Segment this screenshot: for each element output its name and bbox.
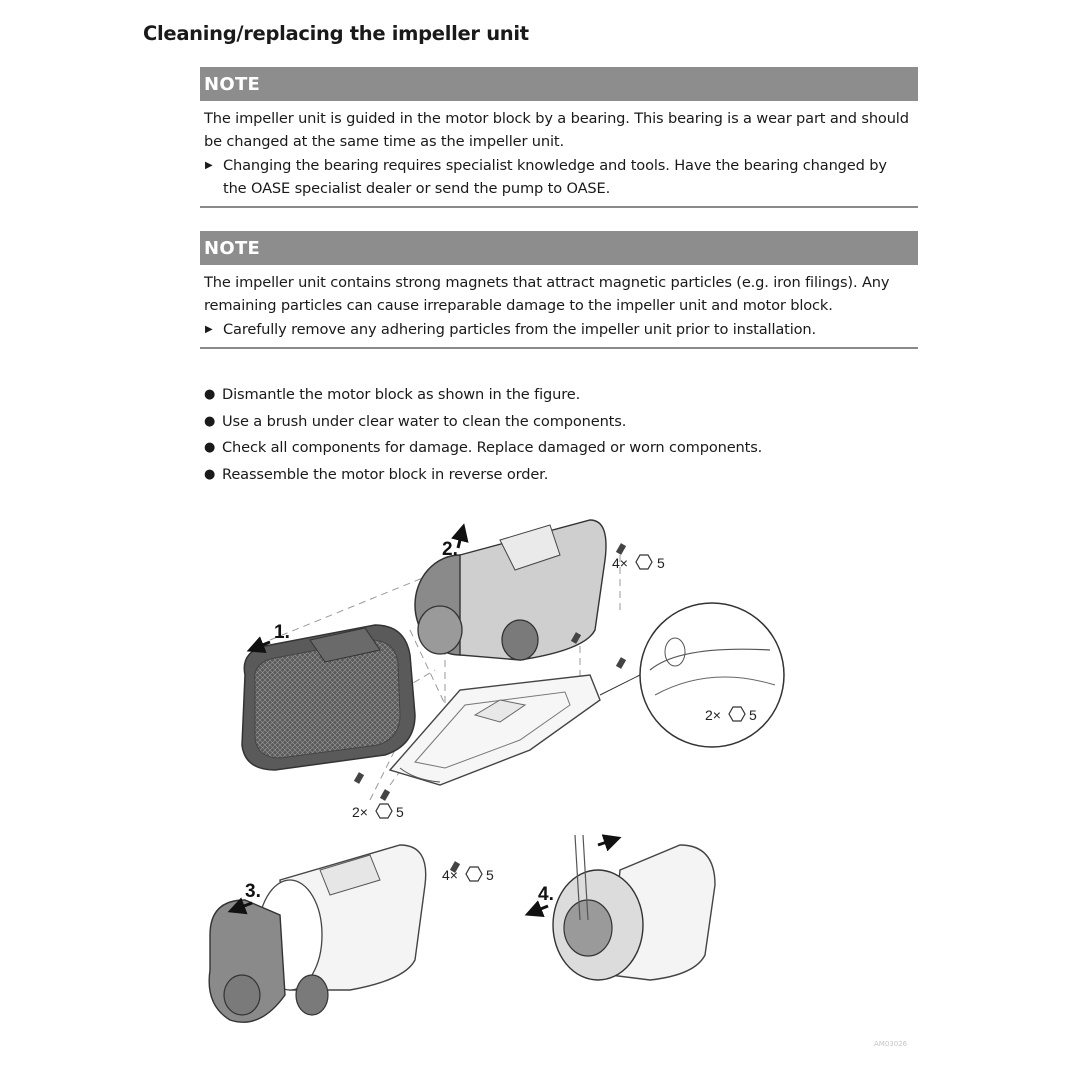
triangle-right-icon: ▶	[205, 324, 213, 335]
screw-count: 2×	[352, 804, 368, 820]
hex-key-icon	[376, 804, 392, 818]
note-action	[204, 154, 914, 200]
screw-size: 5	[396, 804, 404, 820]
screw-size: 5	[486, 867, 494, 883]
note-box-magnets	[200, 231, 918, 349]
step-label-3: 3.	[245, 881, 261, 902]
hex-key-icon	[636, 555, 652, 569]
bullet-icon: ●	[204, 387, 216, 402]
step4-assembly	[553, 835, 715, 980]
bullet-icon: ●	[204, 467, 216, 483]
note-box-bearing	[200, 67, 918, 208]
screw-size: 5	[657, 555, 665, 571]
instruction-list	[204, 382, 762, 489]
note-action	[204, 318, 914, 341]
filter-cage	[242, 625, 415, 770]
pump-base	[390, 675, 600, 785]
note-text: The impeller unit contains strong magnets that attract magnetic particles (e.g. iron filings). Any remaining particles can cause irreparable damage to the impeller unit and motor block.	[204, 274, 890, 314]
note-header: NOTE	[200, 231, 918, 265]
note-text: The impeller unit is guided in the motor block by a bearing. This bearing is a wear part and should be changed at the same time as the impeller unit.	[204, 110, 909, 150]
step-label-2: 2.	[442, 539, 458, 560]
bullet-icon: ●	[204, 413, 216, 429]
list-item: ● Reassemble the motor block in reverse order.	[204, 462, 762, 489]
detail-magnifier	[600, 603, 784, 747]
note-header: NOTE	[200, 67, 918, 101]
list-item: ● Dismantle the motor block as shown in the figure.	[204, 382, 762, 409]
screw-count: 2×	[705, 707, 721, 723]
screw-count: 4×	[442, 867, 458, 883]
step3-assembly	[209, 845, 426, 1022]
screw-count: 4×	[612, 555, 628, 571]
step-label-4: 4.	[538, 884, 554, 905]
screw-size: 5	[749, 707, 757, 723]
note-action-text: Carefully remove any adhering particles from the impeller unit prior to installation.	[223, 321, 816, 338]
note-action-text: Changing the bearing requires specialist knowledge and tools. Have the bearing changed by the OASE specialist dealer or send the pump to OASE.	[223, 157, 887, 197]
hex-key-icon	[466, 867, 482, 881]
triangle-right-icon: ▶	[205, 160, 213, 171]
section-title: Cleaning/replacing the impeller unit	[143, 22, 529, 45]
figure-reference: AM03026	[874, 1040, 908, 1048]
list-item: ● Check all components for damage. Replace damaged or worn components.	[204, 435, 762, 462]
exploded-view-illustration	[200, 500, 920, 1045]
list-item: ● Use a brush under clear water to clean the components.	[204, 409, 762, 436]
bullet-icon: ●	[204, 440, 216, 456]
step-label-1: 1.	[274, 622, 290, 643]
